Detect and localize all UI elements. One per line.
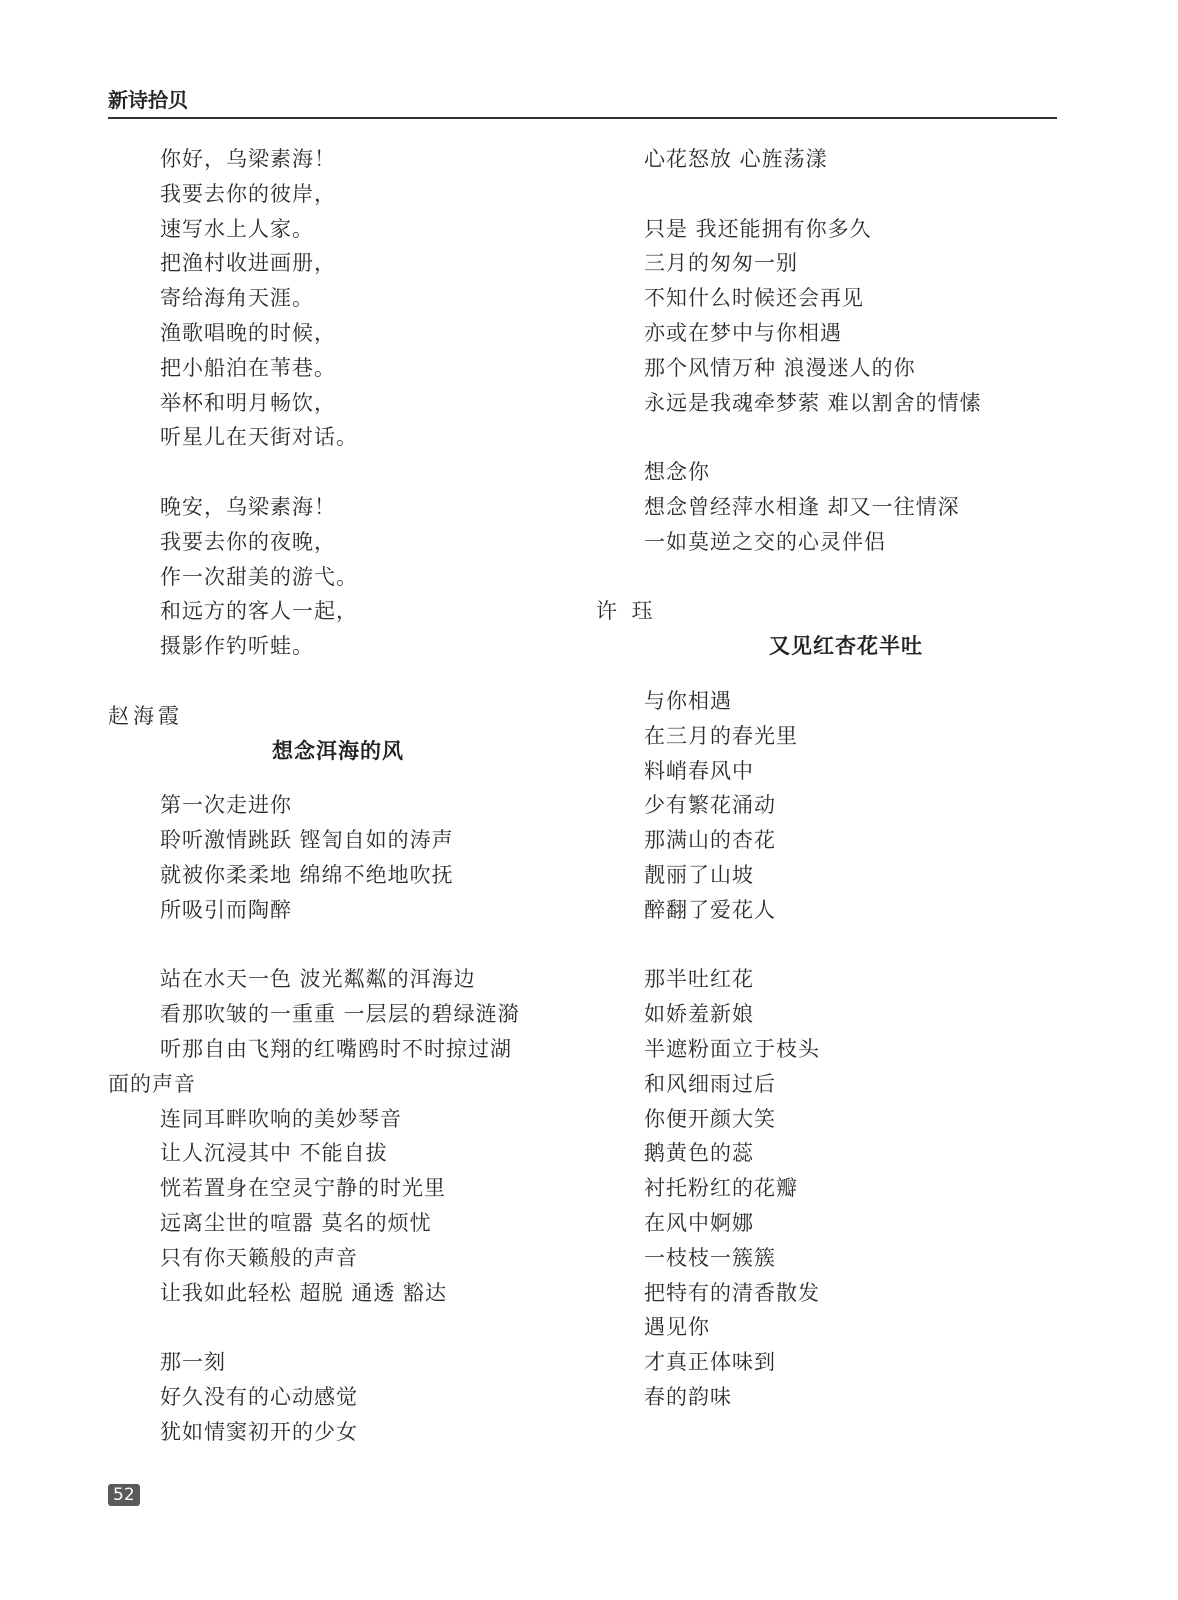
poem-line: 所吸引而陶醉 <box>160 897 292 922</box>
poem-line: 站在水天一色 波光粼粼的洱海边 <box>160 967 476 992</box>
poem-author: 许 珏 <box>596 599 657 624</box>
poem-stanza <box>596 684 1066 928</box>
poem-line: 看那吹皱的一重重 一层层的碧绿涟漪 <box>160 1002 520 1027</box>
poem-line: 才真正体味到 <box>644 1350 776 1375</box>
poem-line: 半遮粉面立于枝头 <box>644 1036 820 1061</box>
poem-line: 把小船泊在苇巷。 <box>160 355 336 380</box>
running-header <box>108 84 1057 119</box>
poem-line: 与你相遇 <box>644 688 732 713</box>
poem-line: 摄影作钓听蛙。 <box>160 634 314 659</box>
poem-line: 恍若置身在空灵宁静的时光里 <box>160 1176 446 1201</box>
poem-stanza <box>108 962 568 1310</box>
poem-line: 三月的匆匆一别 <box>644 251 798 276</box>
poem-line: 如娇羞新娘 <box>644 1002 754 1027</box>
section-title: 新诗拾贝 <box>108 88 188 112</box>
right-column <box>596 142 1066 1415</box>
poem-line: 那一刻 <box>160 1350 226 1375</box>
poem-line: 靓丽了山坡 <box>644 862 754 887</box>
poem-line: 把特有的清香散发 <box>644 1280 820 1305</box>
poem-line: 衬托粉红的花瓣 <box>644 1176 798 1201</box>
poem-line: 在风中婀娜 <box>644 1210 754 1235</box>
poem-line: 和风细雨过后 <box>644 1071 776 1096</box>
poem-line: 在三月的春光里 <box>644 723 798 748</box>
poem-line: 你便开颜大笑 <box>644 1106 776 1131</box>
poem-line: 你好，乌梁素海！ <box>160 147 336 171</box>
poem-line: 把渔村收进画册， <box>160 251 336 276</box>
poem-line: 好久没有的心动感觉 <box>160 1384 358 1409</box>
left-column <box>108 142 568 1449</box>
poem-stanza <box>596 455 1066 559</box>
poem-line: 醉翻了爱花人 <box>644 897 776 922</box>
poem-line: 连同耳畔吹响的美妙琴音 <box>160 1106 402 1131</box>
poem-line: 举杯和明月畅饮， <box>160 390 336 415</box>
poem-line: 永远是我魂牵梦萦 难以割舍的情愫 <box>644 390 982 415</box>
poem-line: 聆听激情跳跃 铿訇自如的涛声 <box>160 828 454 853</box>
poem-line: 我要去你的夜晚， <box>160 529 336 554</box>
poem-stanza <box>108 490 568 664</box>
poem-line: 寄给海角天涯。 <box>160 286 314 311</box>
poem-line: 第一次走进你 <box>160 793 292 818</box>
poem-line: 心花怒放 心旌荡漾 <box>644 147 828 171</box>
poem-stanza <box>596 212 1066 421</box>
poem-line: 远离尘世的喧嚣 莫名的烦忧 <box>160 1210 432 1235</box>
poem-line: 渔歌唱晚的时候， <box>160 320 336 345</box>
poem-line: 作一次甜美的游弋。 <box>160 564 358 589</box>
poem-line: 一枝枝一簇簇 <box>644 1245 776 1270</box>
poem-line: 面的声音 <box>108 1071 196 1096</box>
poem-line: 那满山的杏花 <box>644 828 776 853</box>
poem-line: 料峭春风中 <box>644 758 754 783</box>
poem-stanza <box>596 962 1066 1414</box>
poem-line: 那个风情万种 浪漫迷人的你 <box>644 355 916 380</box>
poem-line: 只是 我还能拥有你多久 <box>644 216 872 241</box>
poem-line: 只有你天籁般的声音 <box>160 1245 358 1270</box>
poem-line: 亦或在梦中与你相遇 <box>644 320 842 345</box>
poem-line: 不知什么时候还会再见 <box>644 286 864 311</box>
poem-line: 让我如此轻松 超脱 通透 豁达 <box>160 1280 448 1305</box>
poem-stanza <box>108 142 568 455</box>
poem-line: 听星儿在天街对话。 <box>160 425 358 450</box>
poem-line: 遇见你 <box>644 1315 710 1340</box>
poem-line: 就被你柔柔地 绵绵不绝地吹抚 <box>160 862 454 887</box>
poem-line: 我要去你的彼岸， <box>160 181 336 206</box>
poem-line: 速写水上人家。 <box>160 216 314 241</box>
poem-title: 又见红杏花半吐 <box>769 634 923 659</box>
poem-stanza <box>596 142 1066 177</box>
poem-line: 犹如情窦初开的少女 <box>160 1419 358 1444</box>
poem-line: 想念曾经萍水相逢 却又一往情深 <box>644 494 960 519</box>
page-number: 52 <box>108 1484 140 1506</box>
poem-line: 春的韵味 <box>644 1384 732 1409</box>
poem-line: 少有繁花涌动 <box>644 793 776 818</box>
poem-line: 那半吐红花 <box>644 967 754 992</box>
poem-line: 鹅黄色的蕊 <box>644 1141 754 1166</box>
poem-line: 听那自由飞翔的红嘴鸥时不时掠过湖 <box>160 1036 512 1061</box>
poem-line: 让人沉浸其中 不能自拔 <box>160 1141 388 1166</box>
poem-line: 一如莫逆之交的心灵伴侣 <box>644 529 886 554</box>
poem-author: 赵海霞 <box>108 703 183 728</box>
poem-line: 想念你 <box>644 460 710 485</box>
poem-stanza <box>108 1345 568 1449</box>
poem-stanza <box>108 788 568 927</box>
poem-title: 想念洱海的风 <box>272 738 404 763</box>
poem-line: 和远方的客人一起， <box>160 599 358 624</box>
poem-line: 晚安，乌梁素海！ <box>160 494 336 519</box>
